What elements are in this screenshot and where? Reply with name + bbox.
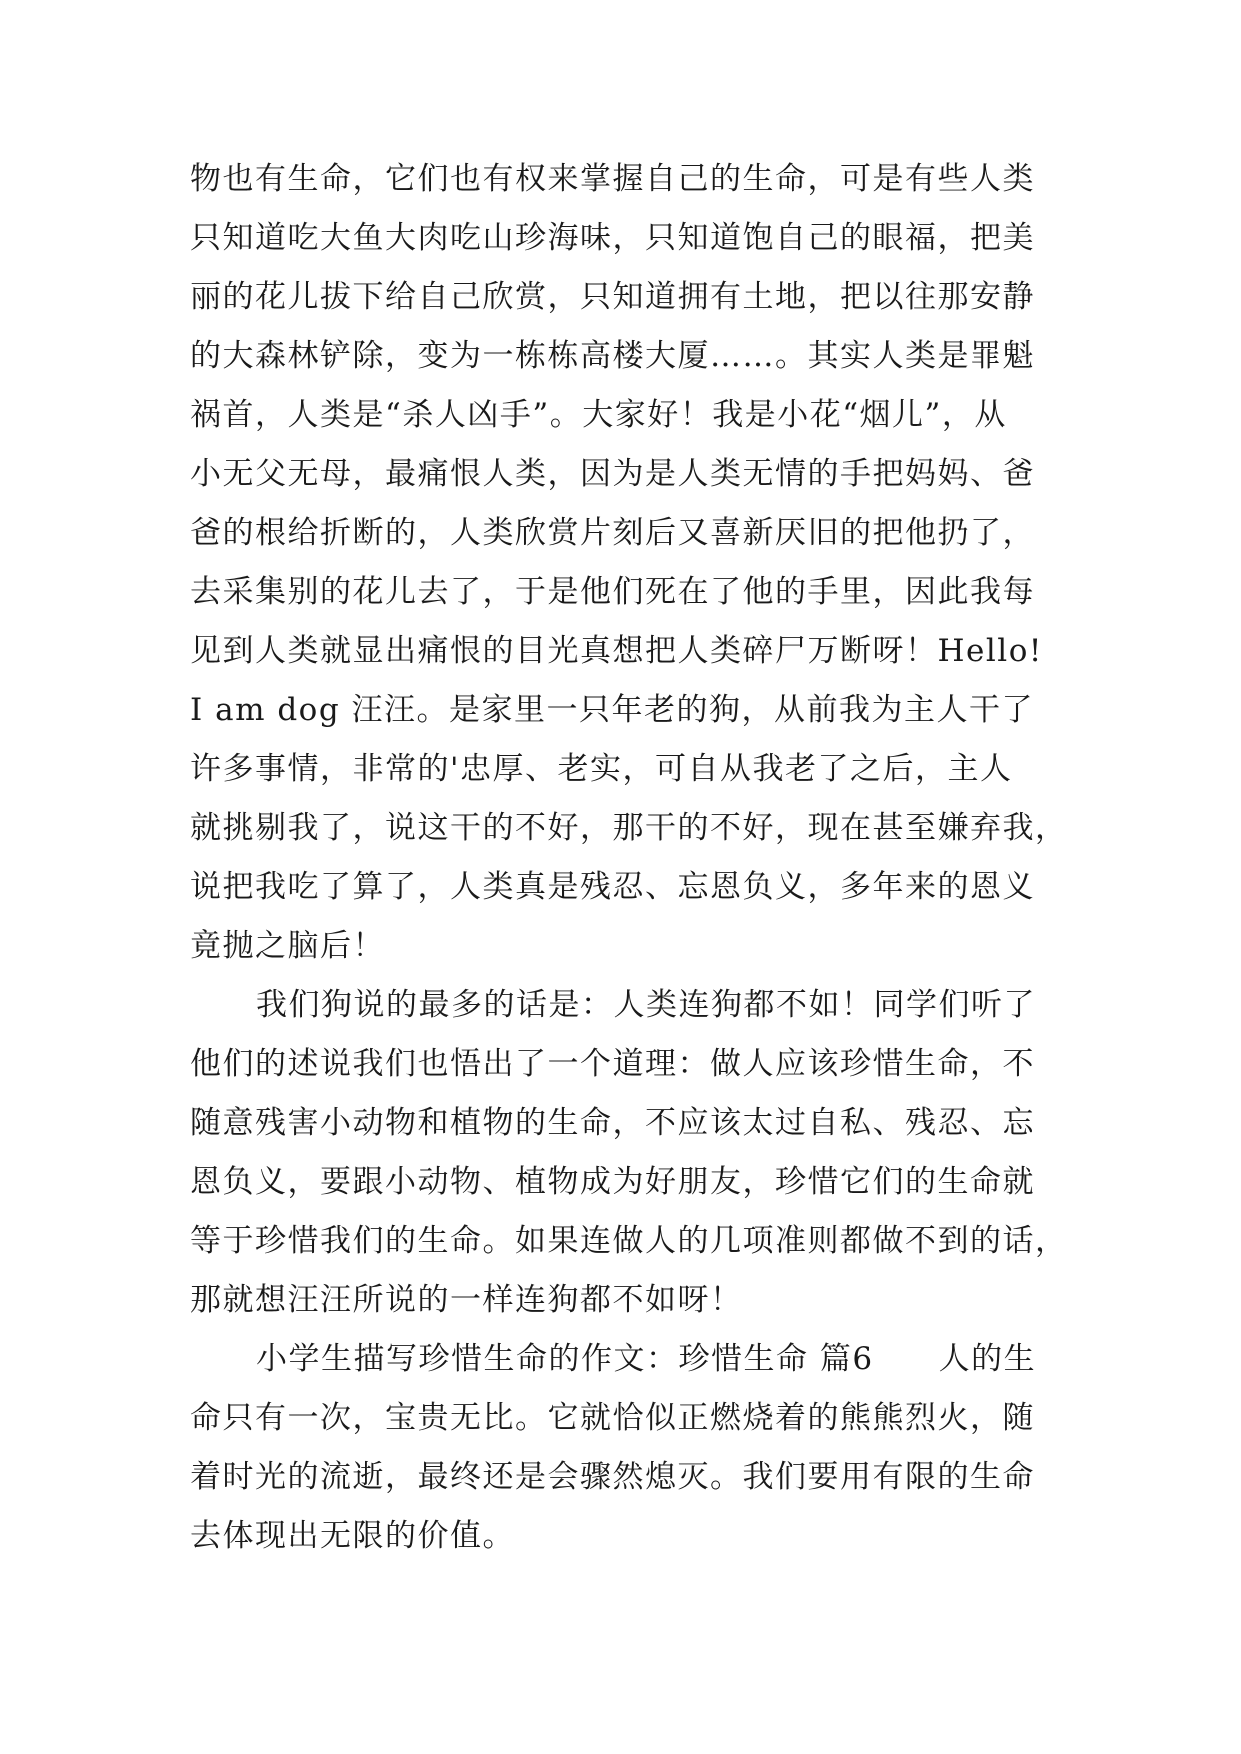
- text-line: 就挑剔我了，说这干的不好，那干的不好，现在甚至嫌弃我，: [190, 810, 1068, 846]
- text-line: 见到人类就显出痛恨的目光真想把人类碎尸万断呀！Hello!: [190, 633, 1043, 669]
- text-line: 他们的述说我们也悟出了一个道理：做人应该珍惜生命，不: [190, 1046, 1035, 1082]
- text-line: 只知道吃大鱼大肉吃山珍海味，只知道饱自己的眼福，把美: [190, 220, 1035, 256]
- text-line: 的大森林铲除，变为一栋栋高楼大厦……。其实人类是罪魁: [190, 338, 1035, 374]
- text-line: 小学生描写珍惜生命的作文：珍惜生命 篇6 人的生: [256, 1341, 1037, 1377]
- text-line: 那就想汪汪所说的一样连狗都不如呀！: [190, 1282, 743, 1318]
- text-line: 去采集别的花儿去了，于是他们死在了他的手里，因此我每: [190, 574, 1035, 610]
- text-line: 说把我吃了算了，人类真是残忍、忘恩负义，多年来的恩义: [190, 869, 1035, 905]
- text-line: 着时光的流逝，最终还是会骤然熄灭。我们要用有限的生命: [190, 1459, 1035, 1495]
- text-line: 祸首，人类是“杀人凶手”。大家好！我是小花“烟儿”，从: [190, 397, 1007, 433]
- text-line: 我们狗说的最多的话是：人类连狗都不如！同学们听了: [256, 987, 1036, 1023]
- text-line: 去体现出无限的价值。: [190, 1518, 515, 1554]
- text-line: I am dog 汪汪。是家里一只年老的狗，从前我为主人干了: [190, 692, 1035, 728]
- text-line: 竟抛之脑后！: [190, 928, 385, 964]
- text-line: 恩负义，要跟小动物、植物成为好朋友，珍惜它们的生命就: [190, 1164, 1035, 1200]
- text-line: 丽的花儿拔下给自己欣赏，只知道拥有土地，把以往那安静: [190, 279, 1035, 315]
- text-line: 命只有一次，宝贵无比。它就恰似正燃烧着的熊熊烈火，随: [190, 1400, 1035, 1436]
- text-line: 物也有生命，它们也有权来掌握自己的生命，可是有些人类: [190, 161, 1035, 197]
- text-line: 随意残害小动物和植物的生命，不应该太过自私、残忍、忘: [190, 1105, 1035, 1141]
- text-line: 等于珍惜我们的生命。如果连做人的几项准则都做不到的话，: [190, 1223, 1068, 1259]
- body-text: [190, 150, 1070, 1566]
- text-line: 小无父无母，最痛恨人类，因为是人类无情的手把妈妈、爸: [190, 456, 1035, 492]
- text-line: 爸的根给折断的，人类欣赏片刻后又喜新厌旧的把他扔了，: [190, 515, 1035, 551]
- text-line: 许多事情，非常的'忠厚、老实，可自从我老了之后，主人: [190, 751, 1013, 787]
